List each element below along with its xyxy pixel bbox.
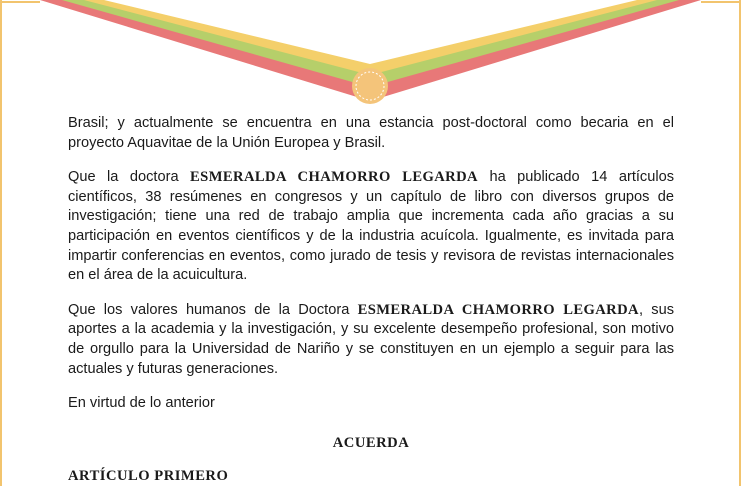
- paragraph-3-intro: Que los valores humanos de la Doctora: [68, 301, 358, 318]
- document-body: [68, 114, 674, 487]
- honoree-name-2: ESMERALDA CHAMORRO LEGARDA: [357, 301, 639, 318]
- paragraph-2: [68, 168, 674, 286]
- paragraph-2-intro: Que la doctora: [68, 169, 191, 186]
- seal-icon: [352, 68, 388, 104]
- paragraph-4: En virtud de lo anterior: [68, 395, 215, 412]
- paragraph-3-text: , sus aportes a la academia y la investigación, y su excelente desempeño profesional, son motivo de orgullo para la Universidad de Nariño y se constituyen en un ejemplo a seguir para las actuales y futuras generaciones.: [68, 301, 674, 377]
- honoree-name: ESMERALDA CHAMORRO LEGARDA: [190, 169, 478, 186]
- section-heading: ACUERDA: [332, 434, 410, 451]
- paragraph-1: Brasil; y actualmente se encuentra en una estancia post-doctoral como becaria en el proyecto Aquavitae de la Unión Europea y Brasil.: [68, 115, 674, 151]
- paragraph-3: [68, 301, 674, 379]
- paragraph-2-text: ha publicado 14 artículos científicos, 38 resúmenes en congresos y un capítulo de libro con diversos grupos de investigación; tiene una red de trabajo amplia que incrementa cada año gracias a su participación en eventos científicos y de la industria acuícola. Igualmente, es invitada para impartir conferencias en eventos, como jurado de tesis y revisora de revistas internacionales en el área de la acuicultura.: [68, 169, 674, 284]
- article-heading: ARTÍCULO PRIMERO: [68, 468, 229, 485]
